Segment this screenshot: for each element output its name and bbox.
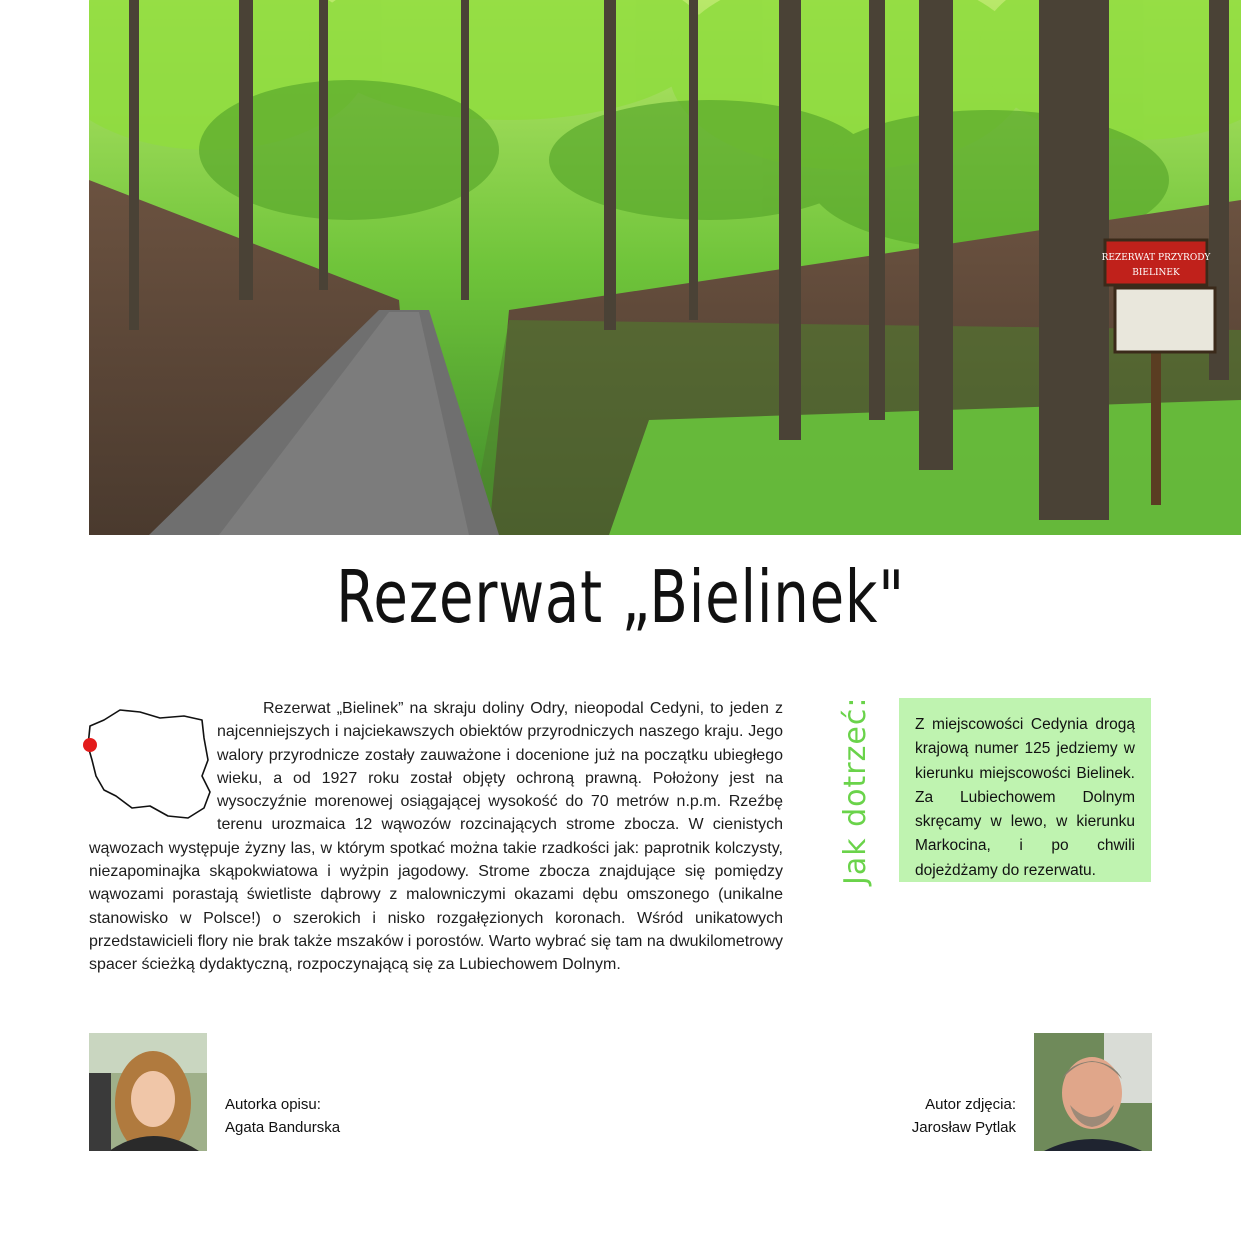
- photo-author-name: Jarosław Pytlak: [911, 1119, 1016, 1136]
- sign-line-2: BIELINEK: [1132, 268, 1180, 278]
- description-paragraph: [89, 697, 783, 977]
- description-author-role: Autorka opisu:: [225, 1096, 321, 1113]
- description-author-name: Agata Bandurska: [225, 1119, 341, 1136]
- hero-photo: [89, 0, 1241, 535]
- description-text: Rezerwat „Bielinek” na skraju doliny Odry, nieopodal Cedyni, to jeden z najcenniejszych i najciekawszych obiektów przyrodniczych naszego kraju. Jego walory przyrodnicze zostały zauważone i docenione już na początku ubiegłego wieku, a od 1927 roku został objęty ochroną prawną. Położony jest na wysoczyźnie morenowej osiągającej wysokość do 70 metrów n.p.m. Rzeźbę terenu urozmaica 12 wąwozów rozcinających strome zbocza. W cienistych wąwozach występuje żyzny las, w którym spotkać można takie rzadkości jak: paprotnik kolczysty, niezapominajka skąpokwiatowa i wyżpin jagodowy. Strome zbocza znajdujące się pomiędzy wąwozami porastają świetliste dąbrowy z malowniczymi okazami dębu omszonego (unikalne stanowisko w Polsce!) o szerokich i nisko rozgałęzionych koronach. Wśród unikatowych przedstawicieli flory nie brak także mszaków i porostów. Warto wybrać się tam na dwukilometrowy spacer ścieżką dydaktyczną, rozpoczynającą się za Lubiechowem Dolnym.: [89, 700, 783, 974]
- photo-author-role: Autor zdjęcia:: [925, 1096, 1016, 1113]
- map-space: [89, 697, 217, 835]
- sign-line-1: REZERWAT PRZYRODY: [1101, 253, 1211, 263]
- directions-text: Z miejscowości Cedynia drogą krajową numer 125 jedziemy w kierunku miejscowości Bielinek. Za Lubiechowem Dolnym skręcamy w lewo, w kierunku Markocina, i po chwili dojeżdżamy do rezerwatu.: [915, 716, 1135, 879]
- description-author-credit: [225, 1093, 340, 1139]
- directions-box: [899, 698, 1151, 882]
- page-title: Rezerwat „Bielinek": [336, 555, 905, 639]
- photographer-portrait: [1034, 1033, 1152, 1151]
- author-portrait: [89, 1033, 207, 1151]
- directions-label: Jak dotrzeć:: [838, 696, 873, 885]
- photo-author-credit: [880, 1093, 1016, 1139]
